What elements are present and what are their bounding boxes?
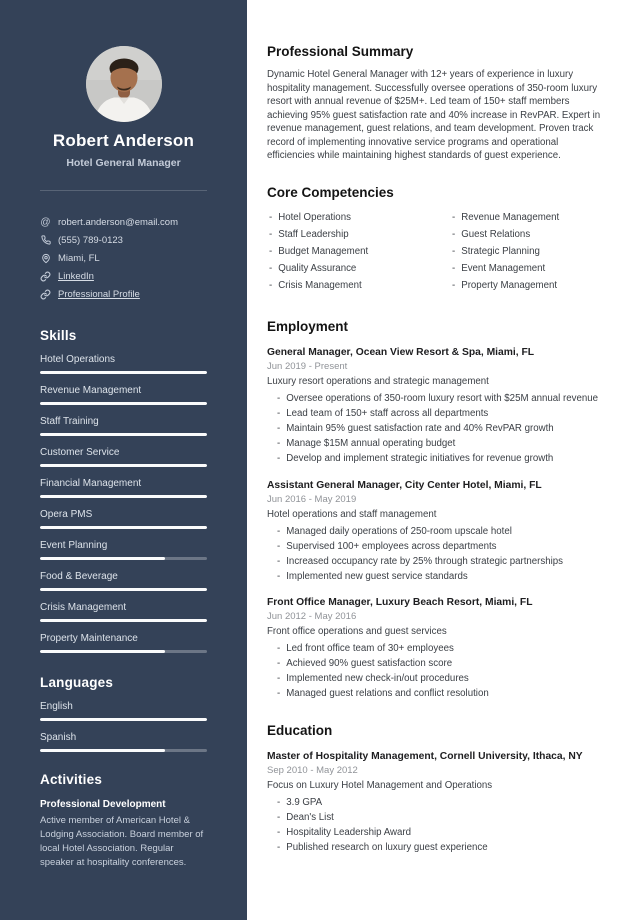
skill-label: Property Maintenance — [40, 633, 138, 644]
competency-label: - Property Management — [461, 280, 558, 292]
person-job-title: Hotel General Manager — [66, 157, 181, 169]
job-bullet — [277, 570, 604, 584]
competency-label: - Event Management — [461, 263, 546, 275]
competency-item — [450, 263, 604, 275]
competency-item — [450, 212, 604, 224]
job-subtitle: Front office operations and guest services — [267, 626, 447, 638]
competency-label: - Strategic Planning — [461, 245, 540, 257]
job-bullet — [277, 657, 604, 671]
contact-text[interactable]: Miami, FL — [58, 252, 100, 264]
education-bullet-text: - Published research on luxury guest experience — [286, 841, 488, 853]
job-bullet-text: - Implemented new guest service standards — [286, 570, 468, 582]
skill-bar-fill — [40, 433, 207, 436]
job-entry — [267, 479, 604, 584]
skill-label: Event Planning — [40, 540, 108, 551]
link-icon — [40, 289, 51, 300]
competency-item — [267, 280, 450, 292]
education-section — [267, 723, 604, 855]
education-bullet — [277, 826, 604, 840]
phone-icon — [40, 235, 51, 246]
contact-row — [40, 288, 207, 300]
education-bullets — [267, 796, 604, 855]
skill-bar-track — [40, 650, 207, 653]
skill-label: Customer Service — [40, 447, 120, 458]
job-bullet — [277, 642, 604, 656]
skill-bar-track — [40, 526, 207, 529]
competency-label: - Staff Leadership — [278, 228, 349, 240]
job-bullet-text: - Manage $15M annual operating budget — [286, 438, 456, 450]
education-bullet-text: - 3.9 GPA — [286, 796, 323, 808]
job-bullet — [277, 525, 604, 539]
activities-text: Active member of American Hotel & Lodging Association. Board member of local Hotel Association. Regular speaker at hospitality conferences. — [40, 815, 204, 868]
skill-bar-fill — [40, 402, 207, 405]
skill-item — [40, 540, 207, 560]
skill-item — [40, 385, 207, 405]
skill-bar-track — [40, 402, 207, 405]
job-subtitle: Hotel operations and staff management — [267, 508, 437, 520]
competencies-section — [267, 185, 604, 298]
skills-heading: Skills — [40, 328, 77, 343]
competency-item — [267, 212, 450, 224]
sidebar — [0, 0, 247, 920]
sidebar-divider — [40, 190, 207, 191]
competency-item — [450, 280, 604, 292]
job-bullet — [277, 452, 604, 466]
contact-text[interactable]: LinkedIn — [58, 270, 94, 282]
job-bullets — [267, 642, 604, 701]
contact-list — [40, 216, 207, 300]
job-dates: Jun 2012 - May 2016 — [267, 611, 357, 623]
job-bullet — [277, 555, 604, 569]
contact-row — [40, 216, 207, 228]
job-bullet-text: - Achieved 90% guest satisfaction score — [286, 658, 453, 670]
skill-label: Revenue Management — [40, 385, 142, 396]
competency-label: - Quality Assurance — [278, 263, 357, 275]
skill-bar-track — [40, 619, 207, 622]
summary-heading: Professional Summary — [267, 44, 414, 59]
skill-item — [40, 416, 207, 436]
job-bullet-text: - Led front office team of 30+ employees — [286, 643, 454, 655]
skill-bar-track — [40, 495, 207, 498]
education-dates: Sep 2010 - May 2012 — [267, 764, 358, 776]
education-subtitle: Focus on Luxury Hotel Management and Operations — [267, 779, 493, 791]
activities-heading: Activities — [40, 772, 103, 787]
language-label: English — [40, 701, 73, 712]
competencies-heading: Core Competencies — [267, 184, 394, 200]
competency-label: - Crisis Management — [278, 280, 362, 292]
skill-bar-fill — [40, 495, 207, 498]
education-bullet-text: - Hospitality Leadership Award — [286, 826, 411, 838]
job-bullet-text: - Develop and implement strategic initiatives for revenue growth — [286, 453, 554, 465]
competencies-left-column — [267, 212, 450, 298]
skill-bar-track — [40, 371, 207, 374]
job-bullet — [277, 687, 604, 701]
language-bar-fill — [40, 749, 165, 752]
education-bullet — [277, 841, 604, 855]
skill-item — [40, 447, 207, 467]
job-bullet — [277, 540, 604, 554]
skill-bar-track — [40, 557, 207, 560]
job-bullet-text: - Maintain 95% guest satisfaction rate and 40% RevPAR growth — [286, 423, 554, 435]
job-bullet-text: - Managed daily operations of 250-room upscale hotel — [286, 525, 512, 537]
competency-item — [267, 246, 450, 258]
summary-section — [267, 44, 604, 163]
skill-item — [40, 478, 207, 498]
education-bullet — [277, 811, 604, 825]
skill-label: Crisis Management — [40, 602, 127, 613]
skill-bar-fill — [40, 371, 207, 374]
skill-label: Financial Management — [40, 478, 142, 489]
job-bullets — [267, 392, 604, 466]
person-name: Robert Anderson — [52, 131, 195, 150]
competencies-right-column — [450, 212, 604, 298]
main-content — [247, 0, 640, 920]
skill-label: Hotel Operations — [40, 354, 116, 365]
contact-row — [40, 252, 207, 264]
job-bullet — [277, 422, 604, 436]
competency-label: - Hotel Operations — [278, 211, 351, 223]
contact-row — [40, 234, 207, 246]
contact-row — [40, 270, 207, 282]
competency-label: - Budget Management — [278, 245, 369, 257]
job-bullet-text: - Implemented new check-in/out procedures — [286, 673, 469, 685]
skill-bar-fill — [40, 588, 207, 591]
skill-label: Food & Beverage — [40, 571, 118, 582]
job-dates: Jun 2019 - Present — [267, 361, 348, 373]
competency-item — [450, 246, 604, 258]
competency-label: - Revenue Management — [461, 211, 560, 223]
skill-bar-track — [40, 588, 207, 591]
skill-bar-fill — [40, 650, 165, 653]
job-bullet-text: - Managed guest relations and conflict resolution — [286, 688, 489, 700]
language-bar-track — [40, 718, 207, 721]
education-bullet — [277, 796, 604, 810]
languages-heading: Languages — [40, 675, 114, 690]
skill-bar-track — [40, 433, 207, 436]
education-bullet-text: - Dean's List — [286, 811, 334, 823]
competencies-grid — [267, 212, 604, 298]
job-title: Front Office Manager, Luxury Beach Resort, Miami, FL — [267, 597, 533, 609]
skill-bar-track — [40, 464, 207, 467]
job-bullet-text: - Supervised 100+ employees across departments — [286, 540, 497, 552]
language-item — [40, 701, 207, 721]
employment-heading: Employment — [267, 319, 349, 335]
employment-section — [267, 319, 604, 701]
competency-item — [267, 229, 450, 241]
language-item — [40, 732, 207, 752]
job-dates: Jun 2016 - May 2019 — [267, 493, 357, 505]
skill-item — [40, 509, 207, 529]
education-title: Master of Hospitality Management, Cornell University, Ithaca, NY — [267, 750, 583, 762]
competency-item — [450, 229, 604, 241]
language-bar-track — [40, 749, 207, 752]
summary-text: Dynamic Hotel General Manager with 12+ years of experience in luxury hospitality management. Successfully oversee operations of 350-room luxury resort with annual revenue of $25M+. Led team of 150+ staff members achieving 95% guest satisfaction rate and 40% increase in RevPAR. Expert in revenue management, guest relations, and team development. Proven track record of implementing innovative service programs and operational efficiencies while maintaining highest standards of guest experience. — [267, 69, 601, 161]
language-bar-fill — [40, 718, 207, 721]
skill-item — [40, 354, 207, 374]
location-pin-icon — [40, 253, 51, 264]
skill-bar-fill — [40, 619, 207, 622]
job-bullet — [277, 437, 604, 451]
job-bullet-text: - Oversee operations of 350-room luxury resort with $25M annual revenue — [286, 393, 599, 405]
education-heading: Education — [267, 722, 333, 738]
skill-bar-fill — [40, 464, 207, 467]
skill-bar-fill — [40, 557, 165, 560]
skill-item — [40, 571, 207, 591]
skill-label: Opera PMS — [40, 509, 93, 520]
job-subtitle: Luxury resort operations and strategic management — [267, 376, 489, 388]
skill-item — [40, 633, 207, 653]
activities-subheading: Professional Development — [40, 799, 166, 810]
job-entry — [267, 346, 604, 466]
job-bullet — [277, 392, 604, 406]
job-bullet-text: - Lead team of 150+ staff across all departments — [286, 408, 489, 420]
skill-bar-fill — [40, 526, 207, 529]
job-bullet — [277, 407, 604, 421]
job-entry — [267, 596, 604, 701]
language-label: Spanish — [40, 732, 77, 743]
job-bullets — [267, 525, 604, 584]
competency-item — [267, 263, 450, 275]
avatar-photo-illustration — [86, 46, 162, 122]
skill-item — [40, 602, 207, 622]
contact-text[interactable]: (555) 789-0123 — [58, 234, 123, 246]
contact-text[interactable]: Professional Profile — [58, 288, 140, 300]
education-entry — [267, 750, 604, 855]
contact-text[interactable]: robert.anderson@email.com — [58, 216, 179, 228]
skill-label: Staff Training — [40, 416, 99, 427]
job-title: Assistant General Manager, City Center Hotel, Miami, FL — [267, 479, 542, 491]
avatar — [86, 46, 162, 122]
job-title: General Manager, Ocean View Resort & Spa, Miami, FL — [267, 347, 535, 359]
link-icon — [40, 271, 51, 282]
job-bullet — [277, 672, 604, 686]
competency-label: - Guest Relations — [461, 228, 531, 240]
job-bullet-text: - Increased occupancy rate by 25% through strategic partnerships — [286, 555, 564, 567]
email-icon: @ — [40, 216, 51, 228]
